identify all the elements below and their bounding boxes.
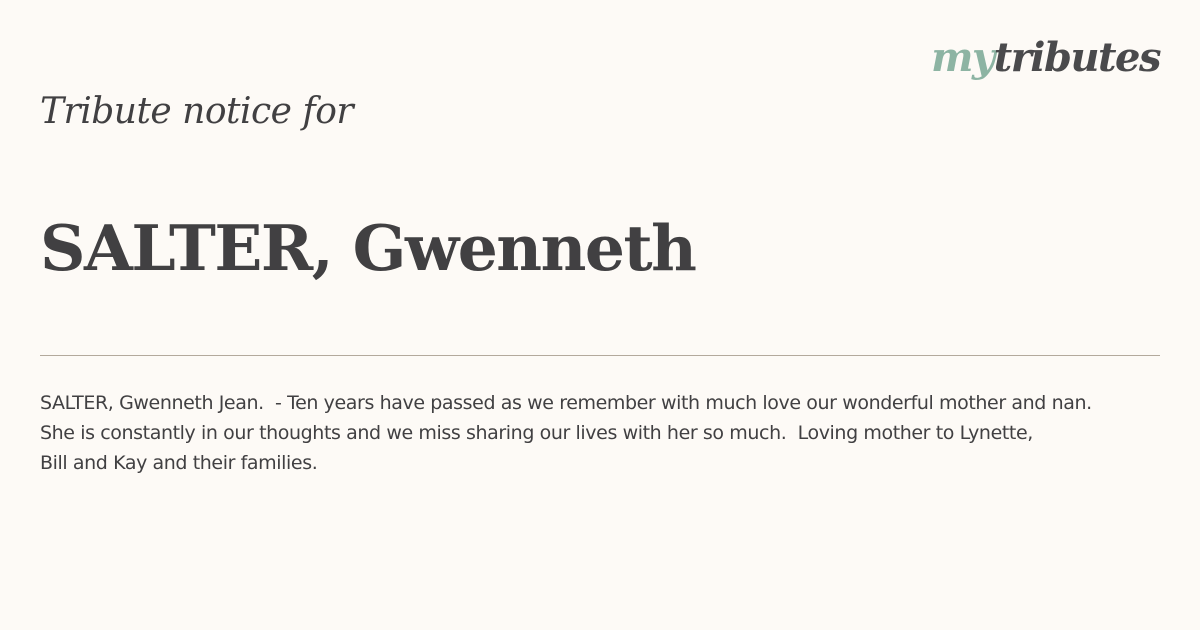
notice-body-line: Bill and Kay and their families.: [40, 452, 318, 474]
notice-body-line: SALTER, Gwenneth Jean. - Ten years have passed as we remember with much love our wonderful mother and nan.: [40, 392, 1092, 414]
notice-subtitle: Tribute notice for: [40, 91, 354, 132]
mytributes-logo[interactable]: [931, 30, 1160, 86]
logo-suffix: tributes: [993, 34, 1160, 81]
notice-body: [40, 388, 1190, 478]
deceased-name: SALTER, Gwenneth: [40, 211, 696, 285]
notice-body-line: She is constantly in our thoughts and we miss sharing our lives with her so much. Loving mother to Lynette,: [40, 422, 1033, 444]
logo-prefix: my: [931, 34, 994, 81]
divider: [40, 355, 1160, 356]
